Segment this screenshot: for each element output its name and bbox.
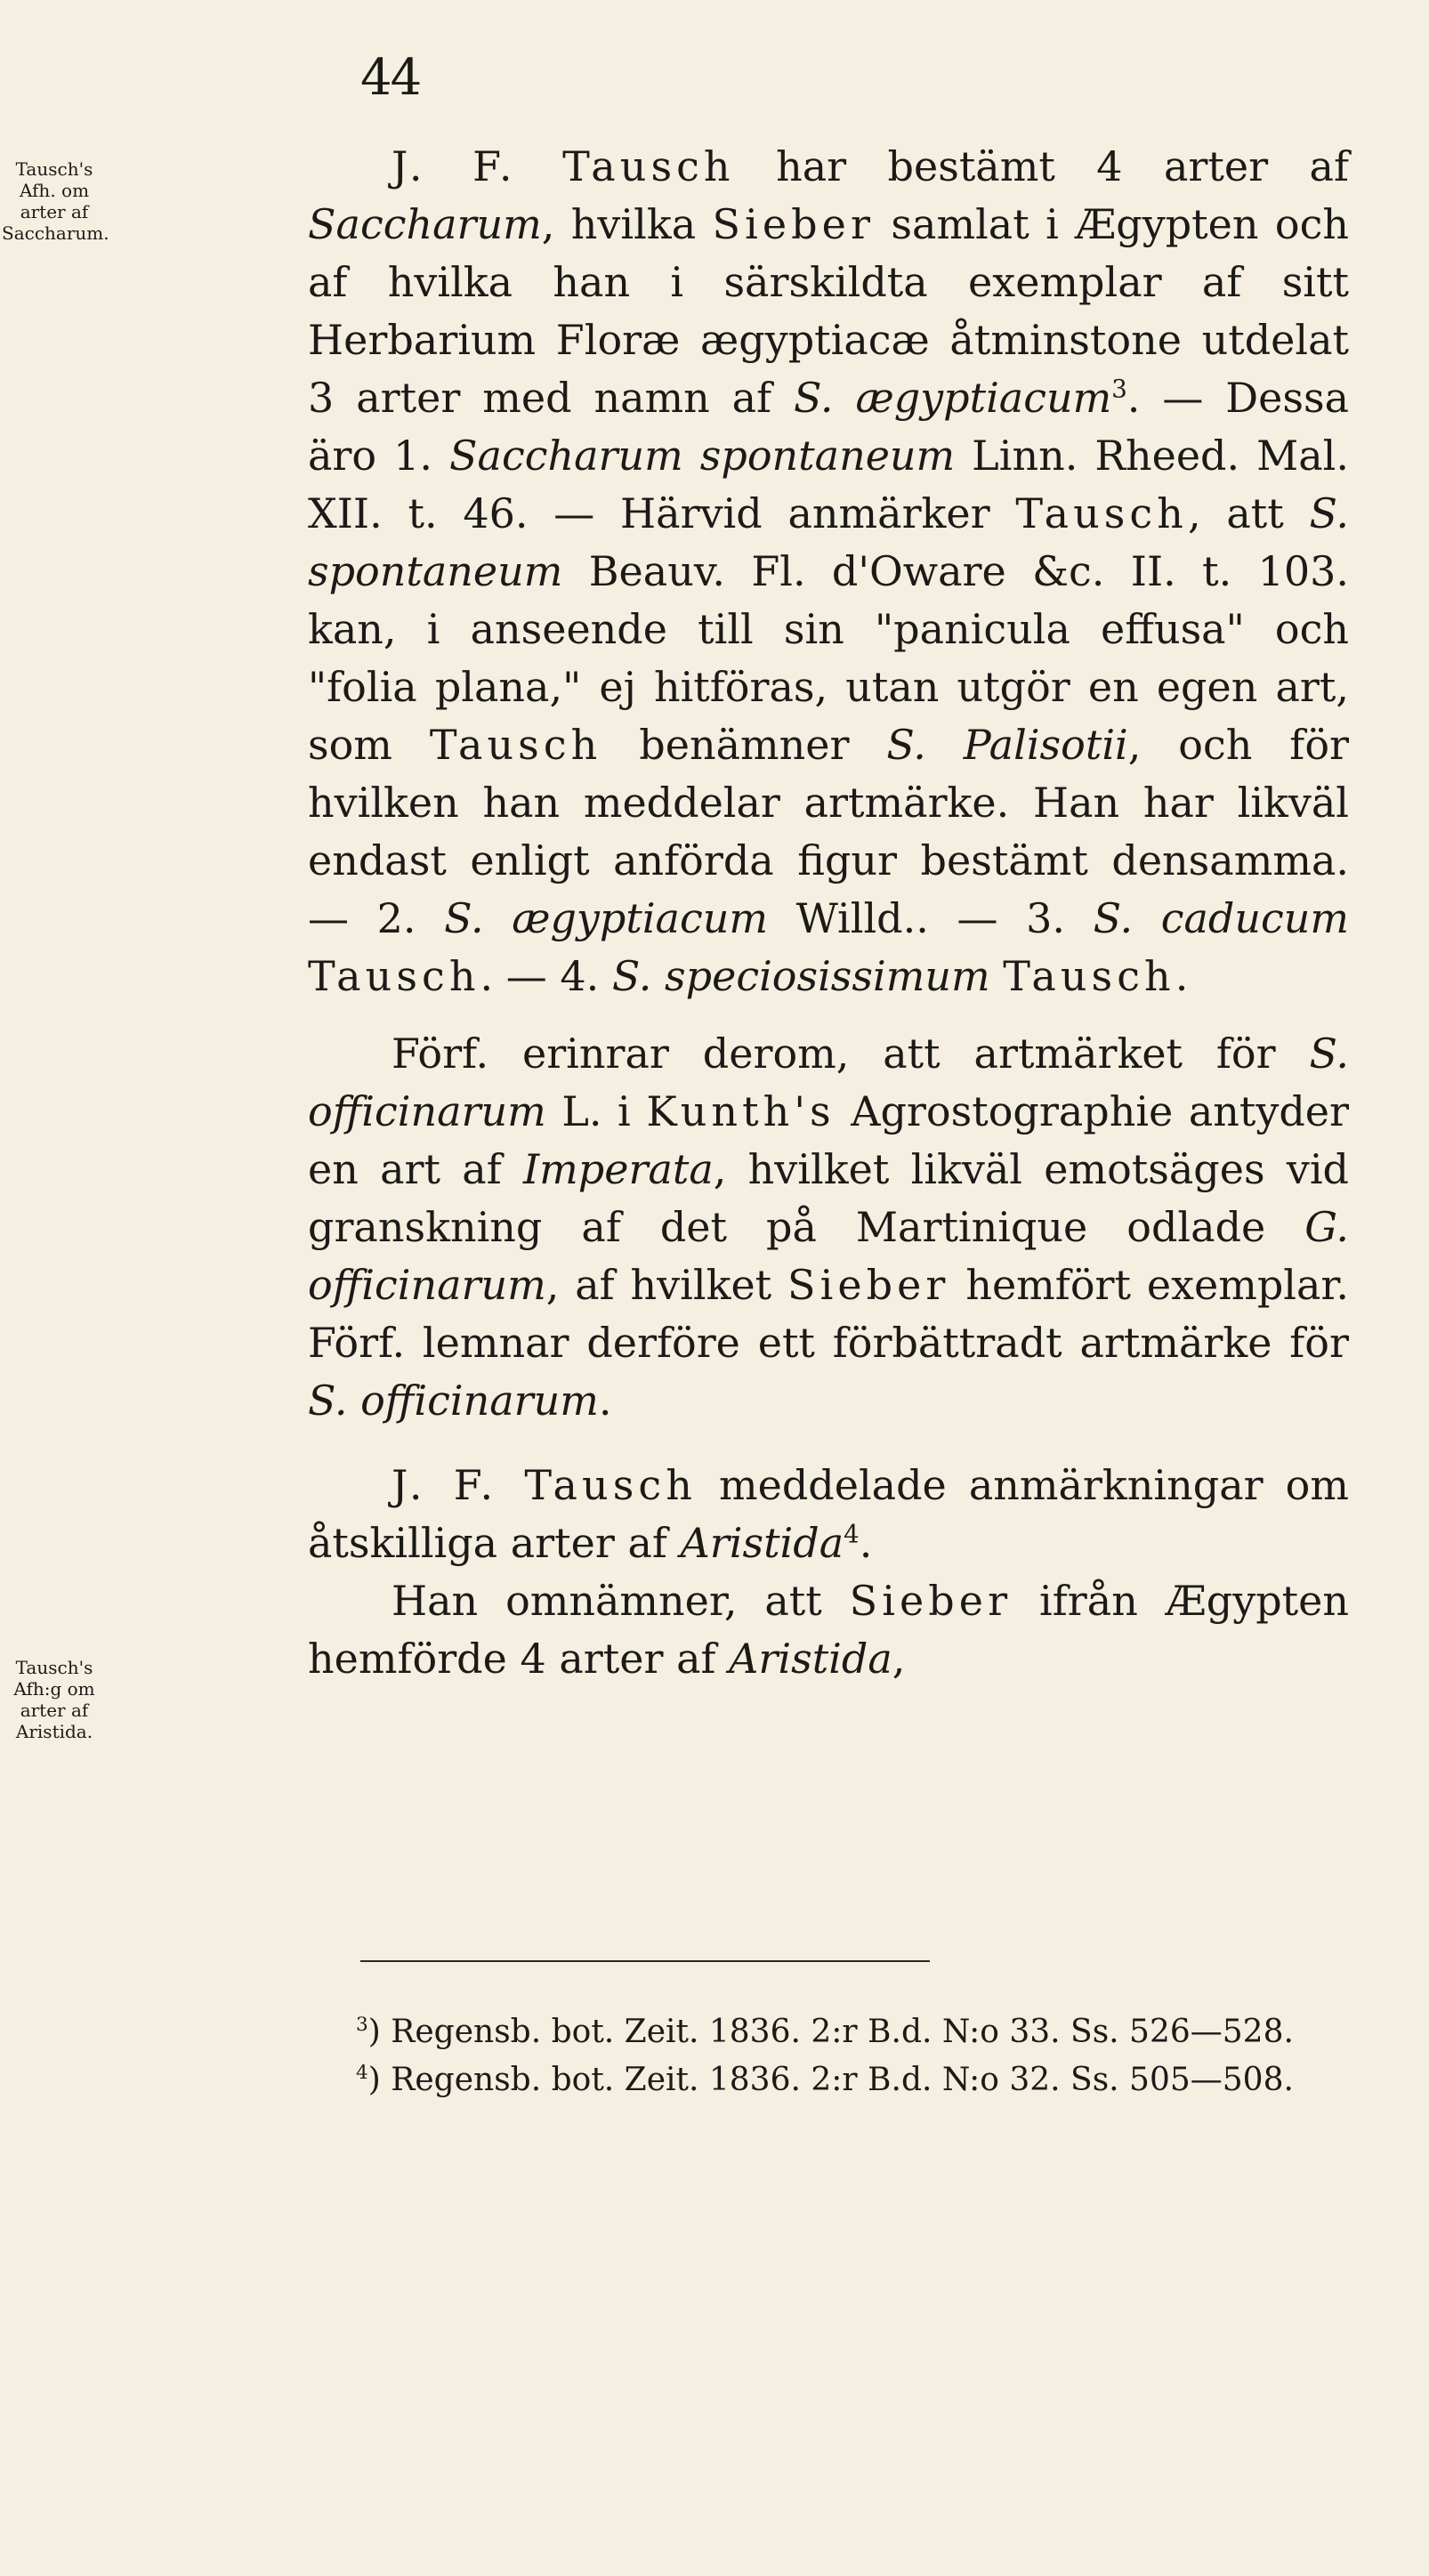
paragraph-saccharum: J. F. Tausch har bestämt 4 arter af Saccharum, hvilka Sieber samlat i Ægypten och af hvilka han i särskildta exemplar af sitt Herbarium Floræ ægyptiacæ åtminstone utdelat 3 arter med namn af S. ægyptiacum$^3$. — Dessa äro 1. Saccharum spontaneum Linn. Rheed. Mal. XII. t. 46. — Härvid anmärker Tausch, att S. spontaneum Beauv. Fl. d'Oware &c. II. t. 103. kan, i anseende till sin "panicula effusa" och "folia plana," ej hitföras, utan utgör en egen art, som Tausch benämner S. Palisotii, och för hvilken han meddelar artmärke. Han har likväl endast enligt anförda figur bestämt densamma. — 2. S. ægyptiacum Willd.. — 3. S. caducum Tausch. — 4. S. speciosissimum Tausch. (308, 142, 1349, 1000)
margin-note-aristida: Tausch's Afh:g om arter af Aristida. (13, 1657, 95, 1742)
footnote-marker: 3 (356, 2014, 368, 2036)
person-name: Sieber (787, 1261, 950, 1309)
taxon-name: Aristida (729, 1635, 892, 1683)
paragraph-officinarum: Förf. erinrar derom, att artmärket för S. officinarum L. i Kunth's Agrostographie antyder en art af Imperata, hvilket likväl emotsäges vid granskning af det på Martinique odlade G. officinarum, af hvilket Sieber hemfört exemplar. Förf. lemnar derföre ett förbättradt artmärke för S. officinarum. (308, 1030, 1349, 1425)
footnote-divider (360, 1960, 930, 1962)
taxon-name: S. officinarum (308, 1030, 1349, 1135)
person-name: Kunth's (646, 1087, 836, 1135)
author-name: J. F. Tausch (392, 1461, 697, 1509)
taxon-name: Saccharum spontaneum (449, 432, 956, 480)
footnote-4: $^4$) Regensb. bot. Zeit. 1836. 2:r B.d. N:o 32. Ss. 505—508. (356, 2062, 1294, 2098)
taxon-name: S. spontaneum (308, 489, 1349, 595)
person-name: Tausch (1015, 489, 1188, 537)
footnote-ref: 3 (1111, 374, 1127, 404)
person-name: Tausch (1003, 952, 1175, 1000)
footnotes (356, 2011, 1352, 2107)
footnote-3: $^3$) Regensb. bot. Zeit. 1836. 2:r B.d. N:o 33. Ss. 526—528. (356, 2014, 1294, 2050)
taxon-name: Saccharum (308, 200, 542, 248)
person-name: Sieber (712, 200, 876, 248)
paragraph-aristida: J. F. Tausch meddelade anmärkningar om åtskilliga arter af Aristida$^4$. (308, 1461, 1349, 1567)
taxon-name: S. caducum (1093, 894, 1349, 942)
margin-note-saccharum: Tausch's Afh. om arter af Saccharum. (2, 158, 109, 244)
taxon-name: S. ægyptiacum (794, 374, 1112, 422)
taxon-name: S. ægyptiacum (444, 894, 768, 942)
footnote-marker: 4 (356, 2062, 368, 2084)
body-text (308, 138, 1349, 1688)
taxon-name: S. officinarum (308, 1377, 599, 1425)
page-number: 44 (360, 49, 421, 107)
taxon-name: Aristida (680, 1519, 844, 1567)
taxon-name: Imperata (523, 1145, 714, 1193)
author-name: J. F. Tausch (392, 142, 735, 190)
footnote-ref: 4 (844, 1519, 860, 1549)
person-name: Tausch (308, 952, 480, 1000)
taxon-name: G. officinarum (308, 1203, 1349, 1309)
taxon-name: S. speciosissimum (611, 952, 990, 1000)
person-name: Tausch (429, 721, 602, 769)
paragraph-sieber: Han omnämner, att Sieber ifrån Ægypten hemförde 4 arter af Aristida, (308, 1577, 1349, 1683)
taxon-name: S. Palisotii (886, 721, 1128, 769)
person-name: Sieber (849, 1577, 1013, 1625)
